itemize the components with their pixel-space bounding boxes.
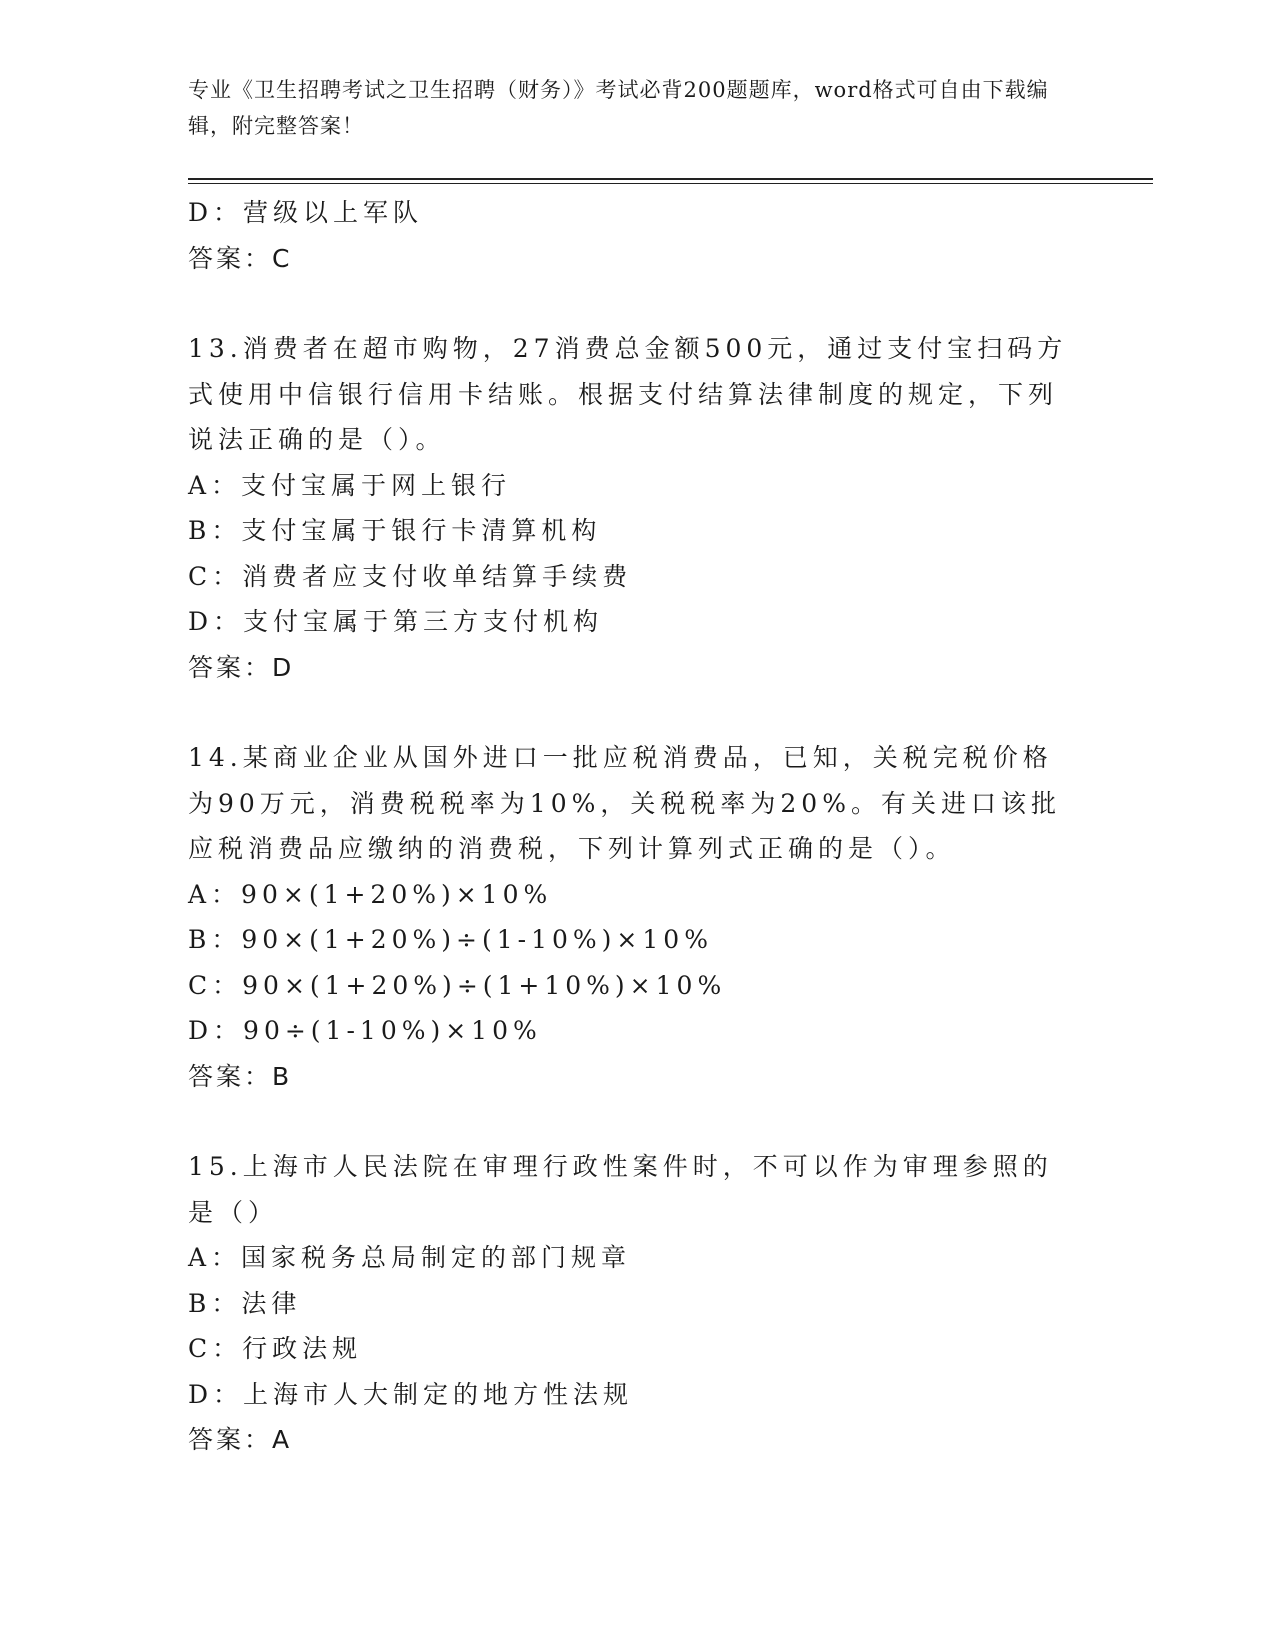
option-d: D：支付宝属于第三方支付机构 <box>188 607 604 636</box>
header-divider-thin <box>188 183 1153 184</box>
question-15 <box>188 1144 1088 1463</box>
question-stem: 14.某商业企业从国外进口一批应税消费品，已知，关税完税价格为90万元，消费税税率为10%，关税税率为20%。有关进口该批应税消费品应缴纳的消费税，下列计算列式正确的是（）。 <box>188 743 1061 863</box>
option-b: B：法律 <box>188 1288 302 1318</box>
question-content <box>188 190 1088 1463</box>
question-stem: 15.上海市人民法院在审理行政性案件时，不可以作为审理参照的是（） <box>188 1152 1053 1227</box>
option-a: A：国家税务总局制定的部门规章 <box>188 1243 632 1272</box>
option-a: A：支付宝属于网上银行 <box>188 470 512 500</box>
answer-line: 答案：B <box>188 1061 293 1091</box>
option-c: C：行政法规 <box>188 1334 363 1363</box>
option-a: A：90×(1+20%)×10% <box>188 879 553 909</box>
question-13 <box>188 326 1088 690</box>
option-d: D：90÷(1-10%)×10% <box>188 1016 542 1045</box>
option-c: C：消费者应支付收单结算手续费 <box>188 561 633 591</box>
previous-question-tail <box>188 190 1088 281</box>
option-b: B：90×(1+20%)÷(1-10%)×10% <box>188 925 713 954</box>
question-14 <box>188 735 1088 1099</box>
option-d: D：营级以上军队 <box>188 198 424 227</box>
document-title: 专业《卫生招聘考试之卫生招聘（财务）》考试必背200题题库，word格式可自由下载编辑，附完整答案！ <box>188 78 1049 138</box>
answer-line: 答案：A <box>188 1425 293 1454</box>
option-b: B：支付宝属于银行卡清算机构 <box>188 516 602 545</box>
question-stem: 13.消费者在超市购物，27消费总金额500元，通过支付宝扫码方式使用中信银行信用卡结账。根据支付结算法律制度的规定，下列说法正确的是（）。 <box>188 334 1068 454</box>
option-c: C：90×(1+20%)÷(1+10%)×10% <box>188 970 727 1000</box>
option-d: D：上海市人大制定的地方性法规 <box>188 1379 634 1409</box>
answer-line: 答案：D <box>188 652 295 682</box>
answer-line: 答案：C <box>188 243 293 273</box>
page-header <box>188 72 1068 144</box>
header-divider <box>188 178 1153 180</box>
